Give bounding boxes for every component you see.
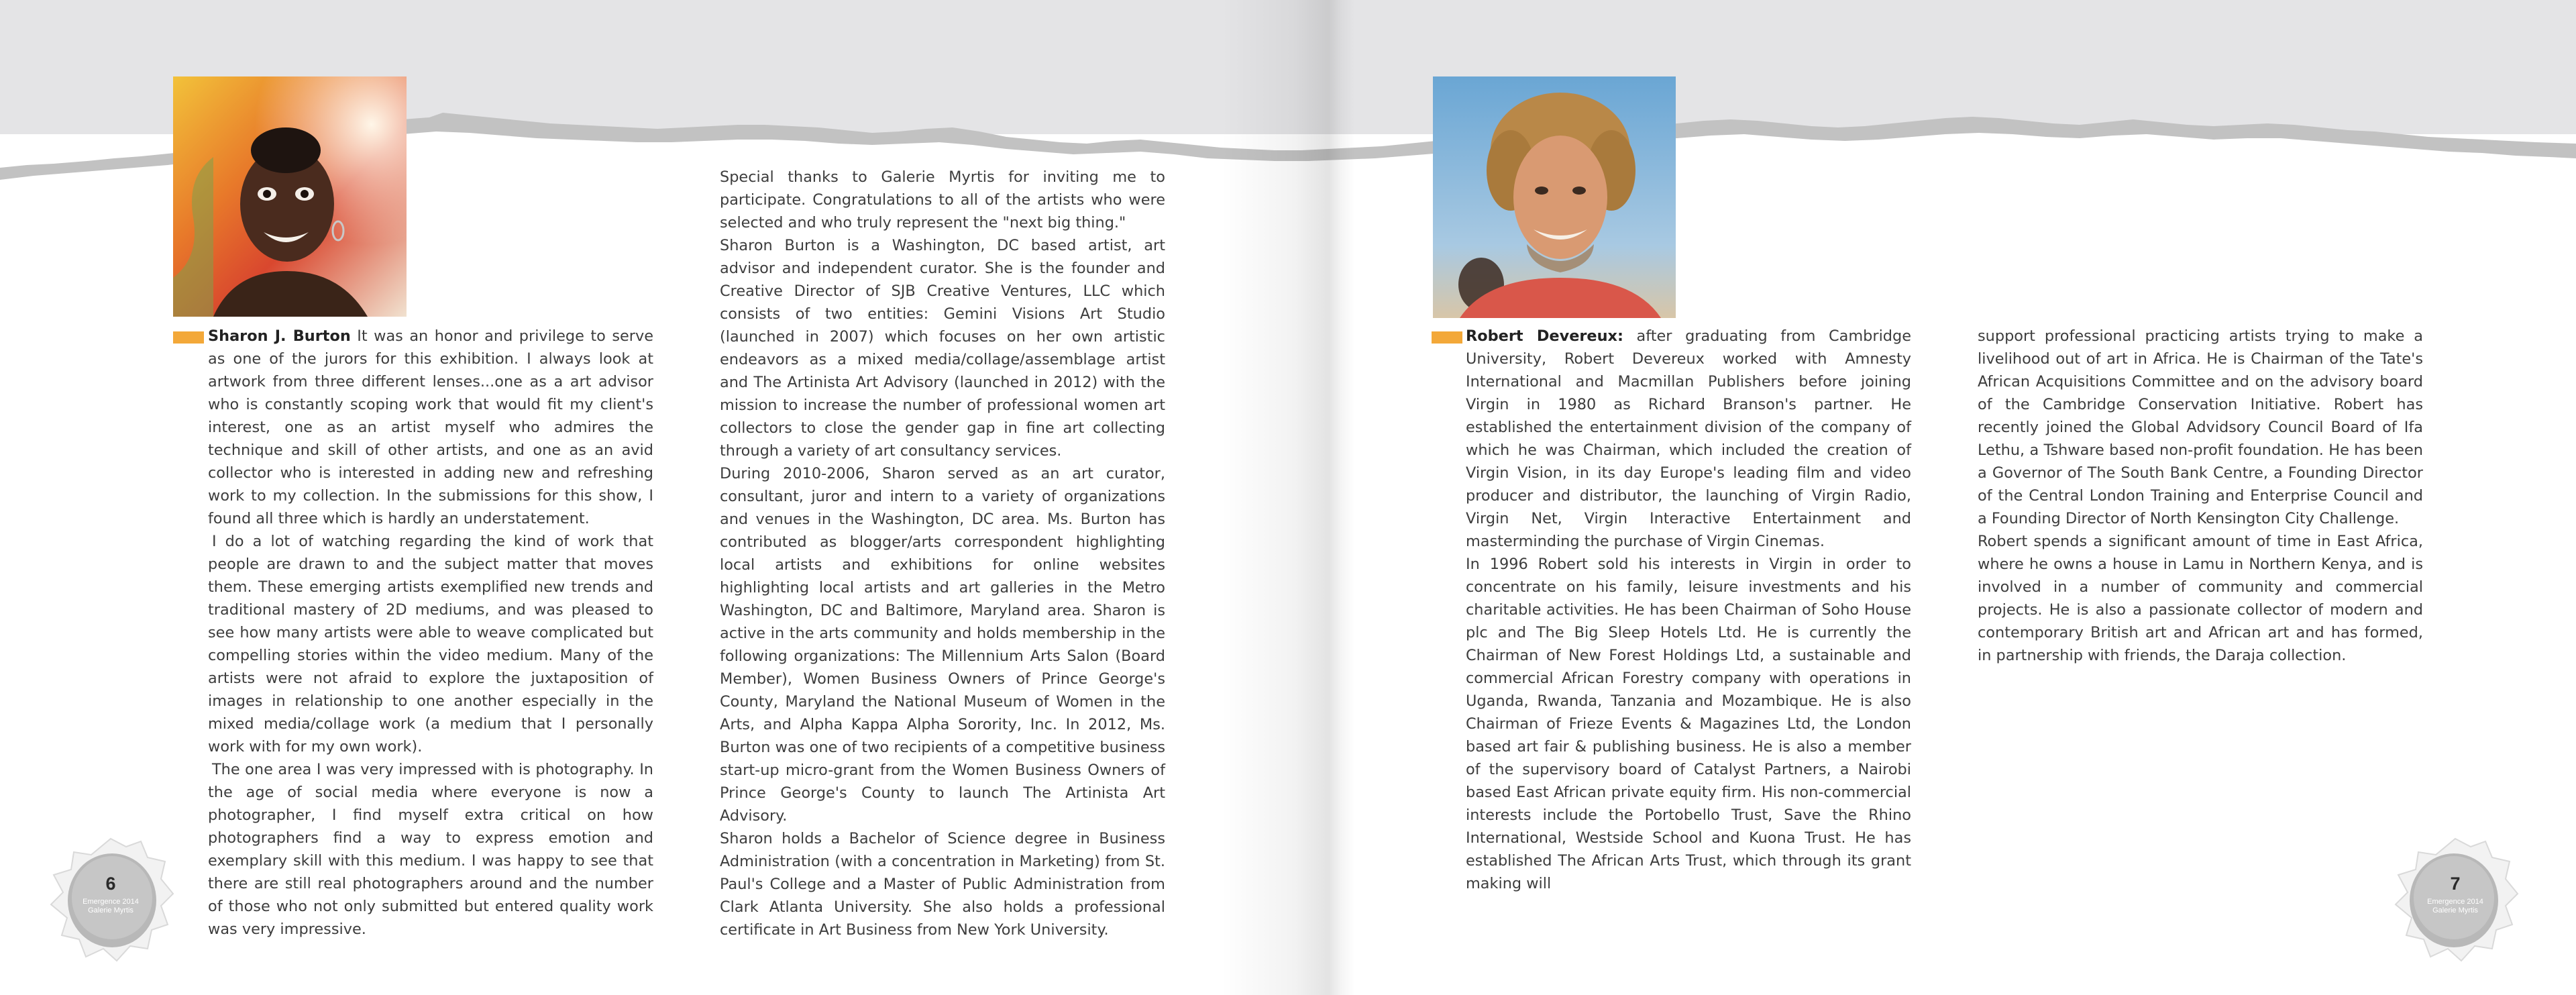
right-page-column-2 [1978,325,2423,667]
bio-paragraph: Sharon Burton is a Washington, DC based artist, art advisor and independent curator. She is the founder and Creative Director of SJB Creative Ventures, LLC which consists of two entities: Gemini Visions Art Studio (launched in 2007) which focuses on her own artistic endeavors as a mixed media/collage/assemblage artist and The Artinista Art Advisory (launched in 2012) with the mission to increase the number of professional women art collectors to close the gender gap in fine art collecting through a variety of art consultancy services. [720,237,1165,460]
page-footer-label [47,898,174,915]
portrait-photo-robert-devereux [1433,76,1676,318]
bio-intro-paragraph [1466,325,1911,553]
bio-paragraph: The one area I was very impressed with is photography. In the age of social media where everyone is now a photographer, I find myself extra critical on how photographers find a way to express emotion and exemplary skill with this medium. I was happy to see that there are still real photographers around and the number of those who not only submitted but entered quality work was very impressive. [208,761,653,938]
page-number-badge-right [2392,832,2519,966]
bio-paragraph: I do a lot of watching regarding the kind of work that people are drawn to and the subject matter that moves them. These emerging artists exemplified new trends and traditional mastery of 2D mediums, and was pleased to see how many artists were able to weave complicated but compelling stories within the video medium. Many of the artists were not afraid to explore the juxtaposition of images in relationship to one another especially in the mixed media/collage work (a medium that I personally work with for my own work). [208,533,653,755]
portrait-photo-sharon-burton [173,76,407,317]
page-footer-label [2392,898,2519,915]
left-page-column-2 [720,166,1165,941]
bio-paragraph: Robert spends a significant amount of time in East Africa, where he owns a house in Lamu in Northern Kenya, and is involved in a number of community and commercial projects. He is also a passionate collector of modern and contemporary British art and African art and has formed, in partnership with friends, the Daraja collection. [1978,533,2423,664]
bio-paragraph: Special thanks to Galerie Myrtis for inviting me to participate. Congratulations to all of the artists who were selected and who truly represent the "next big thing." [720,168,1165,231]
footer-gallery-name: Galerie Myrtis [88,906,133,914]
bio-intro-text: after graduating from Cambridge University, Robert Devereux worked with Amnesty International and Macmillan Publishers before joining Virgin in 1980 as Richard Branson's partner. He established the entertainment division of the company of which he was Chairman, which included the creation of Virgin Vision, in its day Europe's leading film and video producer and distributor, the launching of Virgin Radio, Virgin Net, Virgin Interactive Entertainment and masterminding the purchase of Virgin Cinemas. [1466,327,1911,550]
footer-exhibition-name: Emergence 2014 [2427,898,2483,906]
bio-intro-text: It was an honor and privilege to serve as one of the jurors for this exhibition. I always look at artwork from three different lenses...one as a art advisor who is constantly scoping work that would fit my client's interest, one as an artist myself who admires the technique and skill of other artists, and one as an avid collector who is interested in adding new and refreshing work to my collection. In the submissions for this show, I found all three which is hardly an understatement. [208,327,653,527]
bio-paragraph: support professional practicing artists trying to make a livelihood out of art in Africa. He is Chairman of the Tate's African Acquisitions Committee and on the advisory board of the Cambridge Conservation Initiative. Robert has recently joined the Global Advidsory Council Board of Ifa Lethu, a Tshware based non-profit foundation. He has been a Governor of The South Bank Centre, a Founding Director of the Central London Training and Enterprise Council and a Founding Director of North Kensington City Challenge. [1978,327,2423,527]
bio-name-sharon-burton: Sharon J. Burton [208,327,351,345]
accent-marker-right [1432,331,1462,344]
bio-paragraph: During 2010-2006, Sharon served as an art curator, consultant, juror and intern to a variety of organizations and venues in the Washington, DC area. Ms. Burton has contributed as blogger/arts correspondent highlighting local artists and exhibitions for online websites highlighting local artists and art galleries in the Metro Washington, DC and Baltimore, Maryland area. Sharon is active in the arts community and holds membership in the following organizations: The Millennium Arts Salon (Board Member), Women Business Owners of Prince George's County, Maryland the National Museum of Women in the Arts, and Alpha Kappa Alpha Sorority, Inc. In 2012, Ms. Burton was one of two recipients of a competitive business start-up micro-grant from the Women Business Owners of Prince George's County to launch The Artinista Art Advisory. [720,465,1165,825]
bio-intro-paragraph [208,325,653,530]
footer-gallery-name: Galerie Myrtis [2432,906,2478,914]
accent-marker-left [173,331,204,344]
right-page-column-1 [1466,325,1911,895]
page-number: 7 [2450,874,2461,894]
page-number: 6 [105,874,116,894]
bio-paragraph: In 1996 Robert sold his interests in Virgin in order to concentrate on his family, leisure investments and his charitable activities. He has been Chairman of Soho House plc and The Big Sleep Hotels Ltd. He is currently the Chairman of New Forest Holdings Ltd, a sustainable and commercial African Forestry company with operations in Uganda, Rwanda, Tanzania and Mozambique. He is also Chairman of Frieze Events & Magazines Ltd, the London based art fair & publishing business. He is also a member of the supervisory board of Catalyst Partners, a Nairobi based East African private equity firm. His non-commercial interests include the Portobello Trust, Save the Rhino International, Westside School and Kuona Trust. He has established The African Arts Trust, which through its grant making will [1466,556,1911,892]
bio-paragraph: Sharon holds a Bachelor of Science degree in Business Administration (with a concentration in Marketing) from St. Paul's College and a Master of Public Administration from Clark Atlanta University. She also holds a professional certificate in Art Business from New York University. [720,830,1165,939]
page-number-badge-left [47,832,174,966]
bio-name-robert-devereux: Robert Devereux: [1466,327,1623,345]
left-page-column-1 [208,325,653,941]
page-gutter-shadow [1221,0,1355,995]
footer-exhibition-name: Emergence 2014 [83,898,139,906]
